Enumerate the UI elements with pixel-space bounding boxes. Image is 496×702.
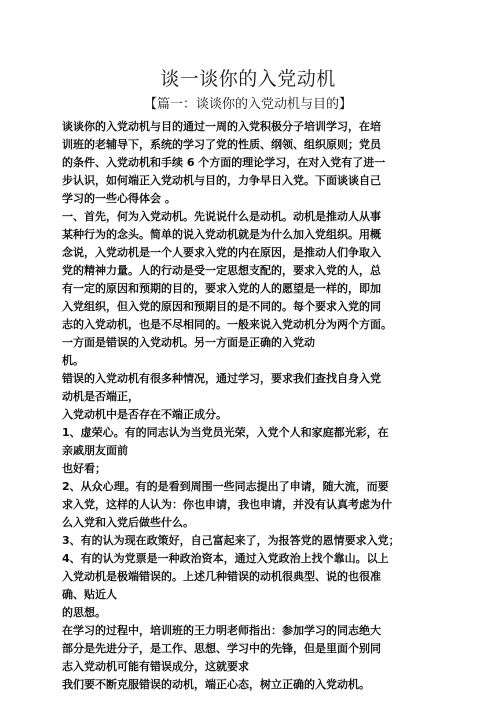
- body-line: 一、首先，何为入党动机。先说说什么是动机。动机是推动人从事: [62, 210, 381, 223]
- body-line: 训班的老辅导下，系统的学习了党的性质、纲领、组织原则；党员: [62, 138, 381, 151]
- body-line: 步认识，如何端正入党动机与目的，力争早日入党。下面谈谈自己: [62, 174, 381, 187]
- body-line: 某种行为的念头。简单的说入党动机就是为什么加入党组织。用概: [62, 228, 381, 241]
- body-line: 在学习的过程中，培训班的王力明老师指出：参加学习的同志绝大: [62, 624, 381, 637]
- document-subtitle: 【篇一：谈谈你的入党动机与目的】: [143, 97, 352, 112]
- body-line: 机。: [62, 354, 84, 367]
- body-line: 念说，入党动机是一个人要求入党的内在原因，是推动人们争取入: [62, 246, 381, 259]
- body-line: 入党动机中是否存在不端正成分。: [62, 408, 227, 421]
- body-line: 志的入党动机，也是不尽相同的。一般来说入党动机分为两个方面。: [62, 318, 392, 331]
- body-line: 2、从众心理。有的是看到周围一些同志提出了申请，随大流，而要: [62, 480, 389, 493]
- body-line: 党的精神力量。人的行动是受一定思想支配的，要求入党的人，总: [62, 264, 381, 277]
- body-line: 入党组织，但入党的原因和预期目的是不同的。每个要求入党的同: [62, 300, 381, 313]
- body-line: 也好看；: [62, 462, 106, 475]
- body-line: 确、贴近人: [62, 588, 117, 601]
- body-line: 1、虚荣心。有的同志认为当党员光荣，入党个人和家庭都光彩，在: [62, 426, 389, 439]
- document-body: [62, 118, 442, 694]
- body-line: 的条件、入党动机和手续 6 个方面的理论学习，在对入党有了进一: [62, 156, 386, 169]
- document-title: 谈一谈你的入党动机: [160, 68, 336, 90]
- body-line: 一方面是错误的入党动机。另一方面是正确的入党动: [62, 336, 315, 349]
- body-line: 入党动机是极端错误的。上述几种错误的动机很典型、说的也很准: [62, 570, 381, 583]
- body-line: 学习的一些心得体会 。: [62, 192, 176, 205]
- body-line: 错误的入党动机有很多种情况，通过学习，要求我们查找自身入党: [62, 372, 381, 385]
- body-line: 有一定的原因和预期的目的，要求入党的人的愿望是一样的，即加: [62, 282, 381, 295]
- body-line: 3、有的认为现在政策好，自己富起来了，为报答党的恩情要求入党；: [62, 534, 400, 547]
- body-line: 志入党动机可能有错误成分，这就要求: [62, 660, 249, 673]
- body-line: 4、有的认为党票是一种政治资本，通过入党政治上找个靠山。以上: [62, 552, 389, 565]
- body-line: 么入党和入党后做些什么。: [62, 516, 194, 529]
- body-line: 动机是否端正，: [62, 390, 139, 403]
- body-line: 部分是先进分子，是工作、思想、学习中的先锋，但是里面个别同: [62, 642, 381, 655]
- body-line: 亲戚朋友面前: [62, 444, 128, 457]
- body-line: 求入党，这样的人认为：你也申请，我也申请，并没有认真考虑为什: [62, 498, 392, 511]
- body-line: 我们要不断克服错误的动机，端正心态，树立正确的入党动机。: [62, 678, 370, 691]
- body-line: 谈谈你的入党动机与目的通过一周的入党积极分子培训学习，在培: [62, 120, 381, 133]
- body-line: 的思想。: [62, 606, 106, 619]
